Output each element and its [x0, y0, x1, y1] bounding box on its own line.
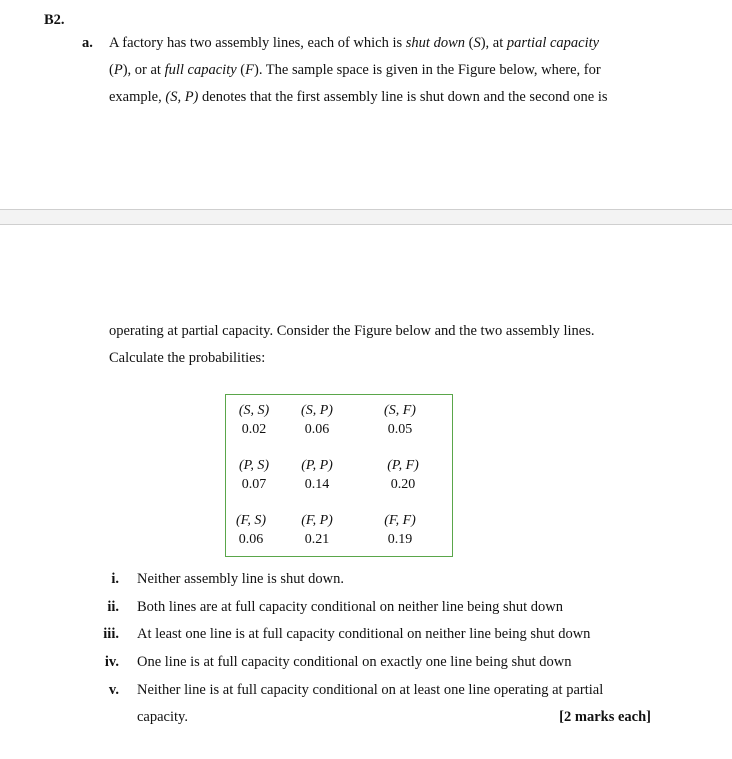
item-text-v: Neither line is at full capacity conditional on at least one line operating at partial [137, 682, 604, 698]
item-text-i: Neither assembly line is shut down. [137, 571, 345, 587]
cell-f-s: (F, S) 0.06 [235, 513, 267, 547]
cell-s-f: (S, F) 0.05 [384, 403, 416, 437]
part-label: a. [82, 35, 93, 51]
item-text-v-continued: capacity. [137, 709, 188, 725]
question-number: B2. [44, 12, 65, 28]
continuation-line-1: operating at partial capacity. Consider the Figure below and the two assembly lines. [109, 323, 595, 339]
cell-s-s: (S, S) 0.02 [238, 403, 270, 437]
item-number-v: v. [108, 682, 119, 698]
cell-f-p: (F, P) 0.21 [301, 513, 333, 547]
item-number-iii: iii. [103, 626, 119, 642]
item-text-iv: One line is at full capacity conditional on exactly one line being shut down [137, 654, 572, 670]
sample-space-figure [225, 394, 453, 557]
cell-p-s: (P, S) 0.07 [238, 458, 270, 492]
item-number-iv: iv. [104, 654, 119, 670]
item-number-i: i. [111, 571, 119, 587]
intro-line-2: (P), or at full capacity (F). The sample space is given in the Figure below, where, for [109, 62, 601, 78]
marks-note: [2 marks each] [559, 709, 651, 725]
continuation-line-2: Calculate the probabilities: [109, 350, 266, 366]
intro-line-3: example, (S, P) denotes that the first assembly line is shut down and the second one is [109, 89, 608, 105]
cell-p-f: (P, F) 0.20 [387, 458, 419, 492]
item-text-iii: At least one line is at full capacity conditional on neither line being shut down [137, 626, 591, 642]
page-break-divider [0, 209, 732, 225]
item-number-ii: ii. [107, 599, 119, 615]
cell-s-p: (S, P) 0.06 [301, 403, 333, 437]
cell-f-f: (F, F) 0.19 [384, 513, 416, 547]
cell-p-p: (P, P) 0.14 [301, 458, 333, 492]
intro-line-1: A factory has two assembly lines, each of which is shut down (S), at partial capacity [109, 35, 600, 51]
item-text-ii: Both lines are at full capacity conditional on neither line being shut down [137, 599, 564, 615]
